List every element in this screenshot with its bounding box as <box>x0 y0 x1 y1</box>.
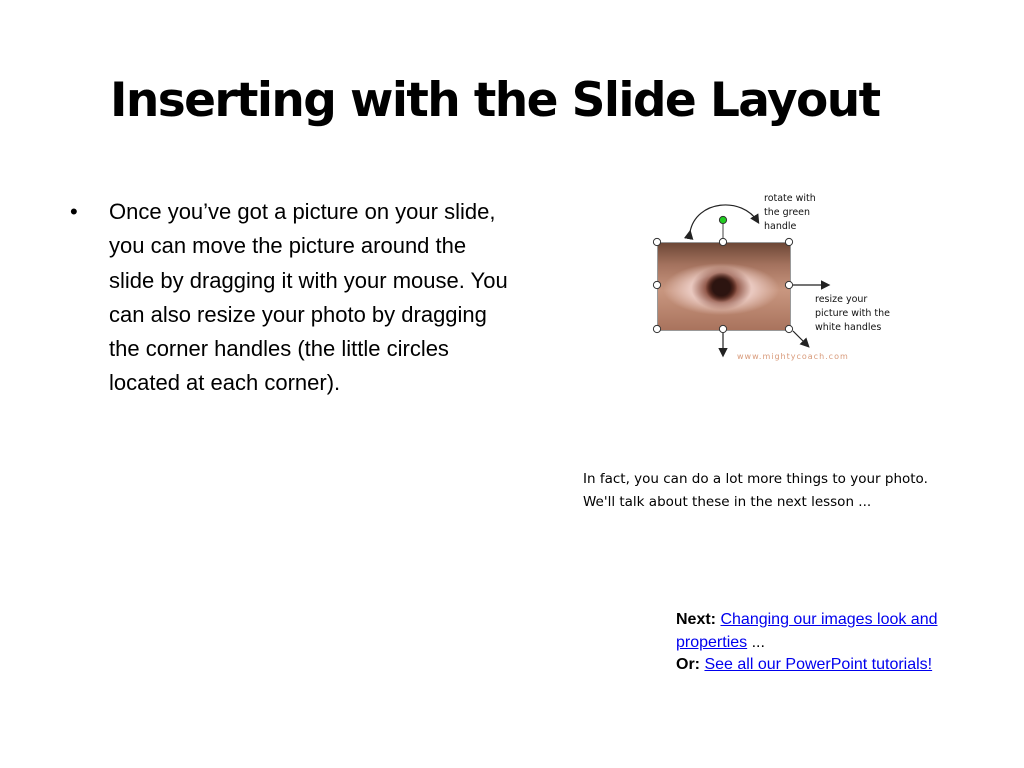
next-tutorial-link[interactable]: Changing our images look and properties <box>676 611 938 651</box>
next-label: Next: <box>676 611 717 628</box>
resize-diagonal-arrow <box>793 331 808 346</box>
note-line-1: In fact, you can do a lot more things to your photo. <box>583 471 928 487</box>
resize-handle-bottom-left <box>653 325 660 332</box>
or-label: Or: <box>676 656 700 673</box>
tutorial-navigation <box>676 609 966 677</box>
resize-caption: resize your picture with the white handles <box>815 294 890 333</box>
bullet-item <box>70 195 510 401</box>
watermark: www.mightycoach.com <box>737 352 849 361</box>
picture-handles-figure <box>638 188 908 368</box>
resize-handle-bottom-right <box>785 325 792 332</box>
resize-handle-bottom <box>719 325 726 332</box>
resize-handle-top-right <box>785 238 792 245</box>
bullet-list <box>70 195 510 401</box>
next-suffix: ... <box>747 633 765 651</box>
bullet-text: Once you’ve got a picture on your slide, you can move the picture around the slide by dragging it with your mouse. You can also resize your photo by dragging the corner handles (the little circles located at each corner). <box>109 199 508 396</box>
lesson-note <box>583 468 1003 513</box>
note-line-2: We'll talk about these in the next lesson ... <box>583 493 872 510</box>
resize-handle-left <box>653 281 660 288</box>
resize-handle-right <box>785 281 792 288</box>
resize-handle-top-left <box>653 238 660 245</box>
rotate-caption: rotate with the green handle <box>764 193 816 232</box>
all-tutorials-link[interactable]: See all our PowerPoint tutorials! <box>704 656 933 673</box>
resize-handle-top <box>719 238 726 245</box>
or-line <box>676 654 966 677</box>
slide-title: Inserting with the Slide Layout <box>110 73 880 128</box>
bullet-glyph: • <box>70 199 78 224</box>
rotate-handle <box>719 216 726 223</box>
next-line <box>676 609 966 654</box>
